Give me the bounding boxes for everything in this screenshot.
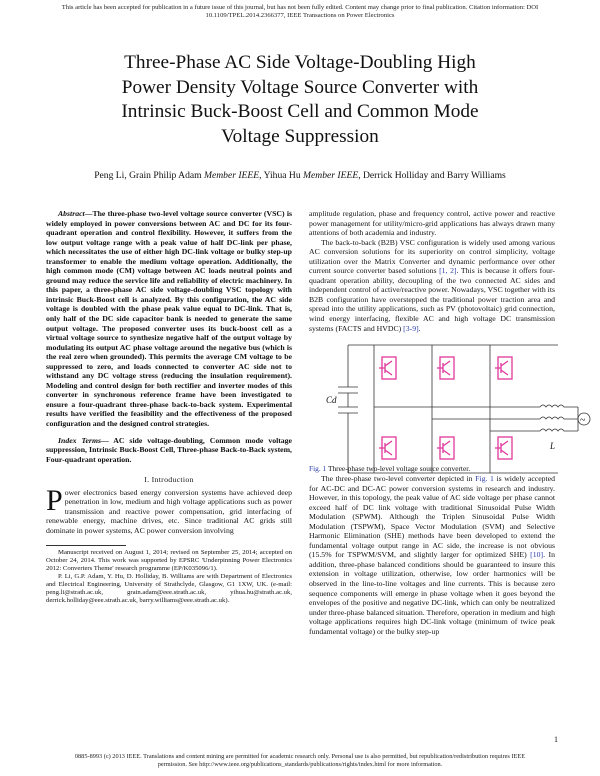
title-line-1: Three-Phase AC Side Voltage-Doubling High: [124, 52, 476, 73]
abstract-label: Abstract: [58, 209, 85, 218]
author-text: , Derrick Holliday and Barry Williams: [358, 170, 506, 181]
switch-group: [379, 357, 512, 459]
title-line-4: Voltage Suppression: [221, 125, 379, 147]
capacitor-label: Cd: [326, 395, 337, 405]
right-column-bottom: [309, 464, 555, 636]
intro-text: ower electronics based energy conversion systems have achieved deep penetration in low, medium and high voltage applications such as power transmission and reactive power compensation, grid interfacing of renewable energy, machine drives, etc. Since traditional AC grids still dominate in power systems, AC power conversion involving: [46, 487, 292, 535]
para-text: is widely accepted for AC-DC and DC-AC power conversion systems in research and industry. However, in this topology, the peak value of AC side voltage per phase cannot exceed half of DC link voltage with traditional Sinusoidal Pulse Width Modulation (SPWM). Although the Triplen Sinusoidal Pulse Width Modulation (TSPWM), Space Vector Modulation (SVM) and Selective Harmonic Elimination (SHE) methods have been developed to extend the fundamental voltage output range in AC side, the increase is not obvious (15.5% for TSPWM/SVM, and slightly larger for optimized SHE): [309, 474, 555, 560]
title-line-2: Power Density Voltage Source Converter with: [121, 76, 479, 98]
footer-line-2: permission. See http://www.ieee.org/publications_standards/publications/rights/index.html for more information.: [157, 761, 443, 768]
copyright-footer: [10, 753, 590, 769]
left-column: [46, 209, 292, 605]
abstract-text: —The three-phase two-level voltage source converter (VSC) is widely employed in power conversions between AC and DC for its four-quadrant operation and control flexibility. However, it suffers from the low output voltage range with a peak value of half DC-link per phase, which necessitates the use of either high DC-link voltage or bulky step-up transformer to enable the medium voltage operation. Additionally, the high common mode (CM) voltage between AC loads neutral points and ground may reduce the service life and reliability of electric machinery. In this paper, a three-phase AC side voltage-doubling VSC topology with intrinsic Buck-Boost cell is analyzed. By this configuration, the AC side voltage is doubled with the phase peak value equal to DC-link. That is, only half of the DC side capacitor bank is needed to generate the same output voltage. The proposed converter uses its buck-boost cell as a virtual voltage source to synthesize negative half of the output voltage by modulating its output AC phase voltage around the negative bus (which is the real zero when grounded). This permits the average CM voltage to be suppressed to zero, and loads connected to converter AC side not to withstand any DC voltage stress (reducing the insulation requirement). Modeling and control design for both rectifier and inverter modes of this converter in synchronous reference frame have been investigated to ensure a four-quadrant three-phase back-to-back system. Experimental results have verified the feasibility and the effectiveness of the proposed configuration and the designed control strategies.: [46, 209, 292, 429]
figure-link[interactable]: Fig. 1: [475, 474, 494, 483]
author-list: [20, 170, 580, 182]
para-text: . In addition, three-phase balanced conditions should be guaranteed to insure this extension in voltage utilization, otherwise, low order harmonics will be observed in the line-to-line voltages and line currents. This is because zero sequence components will emerge in phase voltage when it goes beyond the envelopes of the positive and negative DC-link, which can only be neutralized under three-phase balanced situation. Therefore, operation in medium and high voltage applications requires high DC-link voltage (minimum of twice peak fundamental voltage) or the bulky step-up: [309, 550, 555, 636]
footnote-2: P. Li, G.P. Adam, Y. Hu, D. Holliday, B. Williams are with Department of Electronics and Electrical Engineering, University of Strathclyde, Glasgow, G1 1XW, UK. (e-mail: peng.li@strath.ac.uk, grain.adam@eee.strath.ac.uk, yihua.hu@strath.ac.uk, derrick.holliday@eee.strath.ac.uk, barry.williams@eee.strath.ac.uk).: [46, 572, 292, 604]
header-line-1: This article has been accepted for publication in a future issue of this journal, but has not been fully edited. Content may change prior to final publication. Citation information: DOI: [61, 4, 539, 11]
author-text: Peng Li, Grain Philip Adam: [94, 170, 204, 181]
intro-paragraph: [46, 483, 292, 536]
paper-title: [40, 51, 560, 149]
figure-1-circuit: [322, 337, 600, 477]
para-text: . This is because it offers four-quadrant operation ability, decoupling of the two connected AC sides and independent control of active/reactive power. Nowadays, VSC together with its B2B configuration have overstepped the traditional power traction area and spread into the utility applications, such as PV (photovoltaic) grid connection, wind energy interfacing, flexible AC and high voltage DC transmission systems (FACTS and HVDC): [309, 266, 555, 333]
author-text: , Yihua Hu: [259, 170, 304, 181]
citation-link[interactable]: [10]: [530, 550, 544, 560]
para-text: The back-to-back (B2B) VSC configuration is widely used among various AC conversion solutions for its superiority on control simplicity, voltage utilization over the Matrix Converter and dynamic performance over other current source converter based solutions: [309, 237, 555, 276]
para-text: .: [418, 323, 421, 333]
right-paragraph-1: amplitude regulation, phase and frequency control, active power and reactive power management for utility/micro-grid applications has always drawn many attentions of both academia and industry.: [309, 209, 555, 238]
index-terms-text: — AC side voltage-doubling, Common mode voltage suppression, Intrinsic Buck-Boost Cell, Three-phase Back-to-Back system, Four-quadrant operation.: [46, 435, 292, 464]
author-membership: Member IEEE: [204, 170, 260, 181]
page-number: 1: [554, 735, 558, 744]
ac-source-symbol: ~: [580, 415, 586, 426]
index-terms: [46, 436, 292, 465]
title-line-3: Intrinsic Buck-Boost Cell and Common Mode: [121, 101, 479, 122]
footnote-1: Manuscript received on August 1, 2014; revised on September 25, 2014; accepted on October 24, 2014. This work was supported by EPSRC 'Underpinning Power Electronics 2012: Converters Theme' research programme (EP/K035096/1).: [46, 548, 292, 572]
para-text: The three-phase two-level converter depicted in: [321, 474, 476, 483]
citation-link[interactable]: [1, 2]: [439, 266, 457, 276]
author-membership: Member IEEE: [303, 170, 359, 181]
section-heading-introduction: I. Introduction: [144, 475, 194, 485]
footer-line-1: 0885-8993 (c) 2013 IEEE. Translations and content mining are permitted for academic research only. Personal use is also permitted, but republication/redistribution requires IEEE: [74, 753, 526, 760]
running-header: [10, 4, 590, 20]
right-column-top: [309, 209, 555, 333]
header-line-2: 10.1109/TPEL.2014.2366377, IEEE Transactions on Power Electronics: [205, 12, 395, 19]
abstract: [46, 209, 292, 429]
citation-link[interactable]: [3-9]: [403, 323, 419, 333]
caption-text: Three-phase two-level voltage source converter.: [326, 464, 471, 473]
right-paragraph-3: [309, 474, 555, 636]
footnote-rule: [46, 545, 126, 546]
figure-label[interactable]: Fig. 1: [309, 464, 327, 473]
inductor-label: L: [550, 441, 556, 451]
figure-1-caption: [309, 464, 555, 473]
drop-cap: P: [46, 483, 63, 517]
right-paragraph-2: [309, 238, 555, 333]
index-terms-label: Index Terms: [58, 435, 101, 445]
